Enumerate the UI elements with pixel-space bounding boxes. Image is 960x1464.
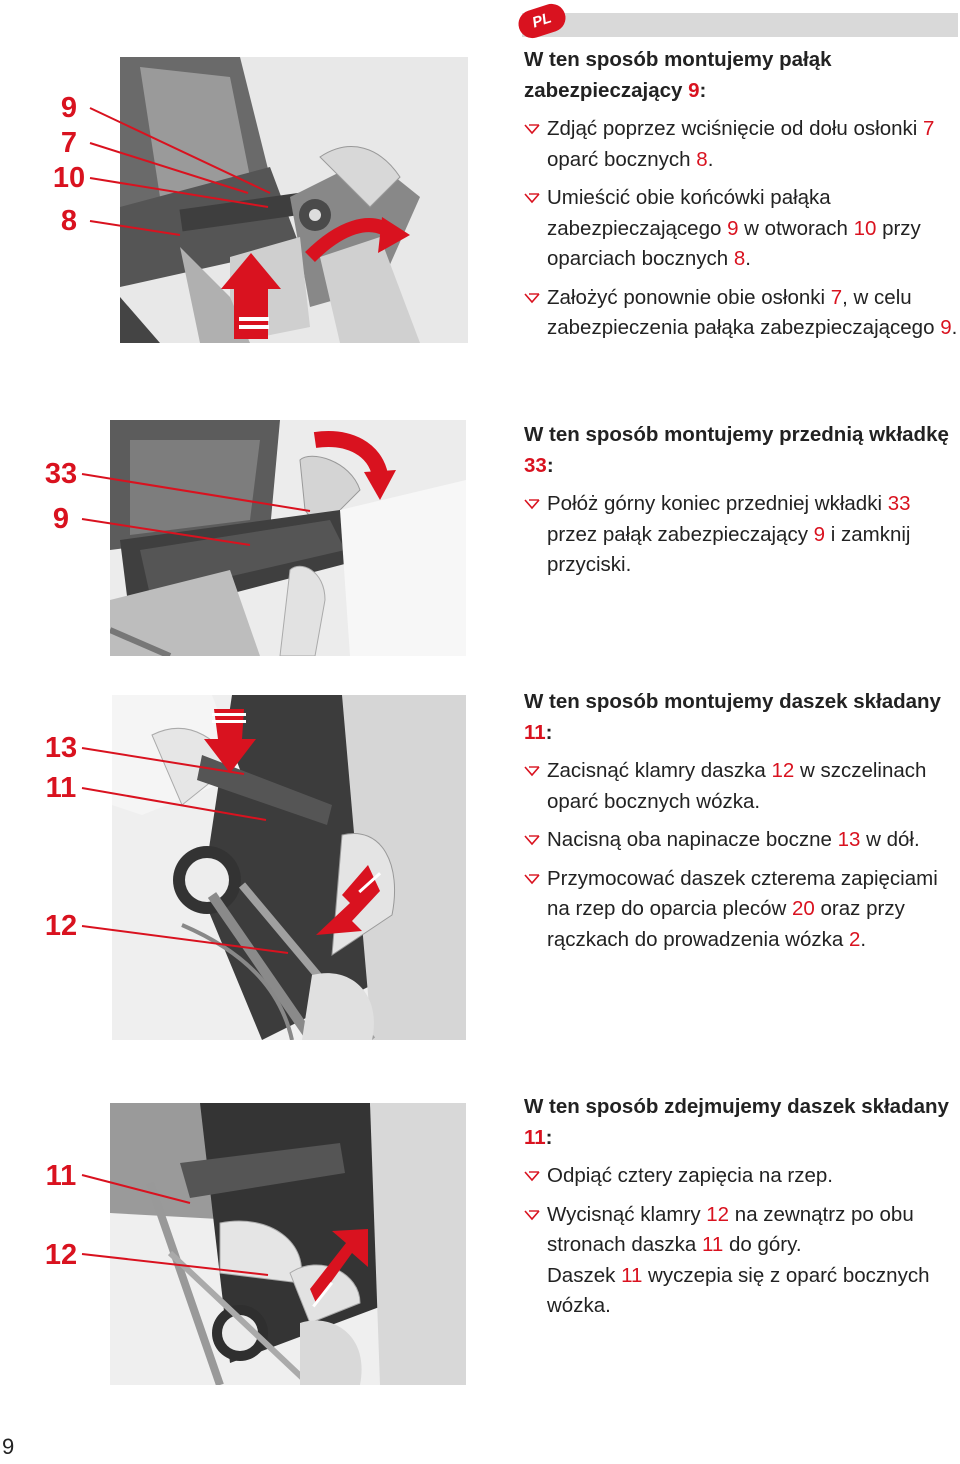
arrow-bullet-icon [524, 292, 540, 304]
step-item: Przymocować daszek czterema zapięciami na rzep do oparcia pleców 20 oraz przy rączkach do prowadzenia wózka 2. [524, 864, 960, 956]
section-title: W ten sposób zdejmujemy daszek składany 11: [524, 1095, 949, 1149]
section-canopy-mount [0, 690, 960, 1050]
step-item: Połóż górny koniec przedniej wkładki 33 przez pałąk zabezpieczający 9 i zamknij przyciski. [524, 489, 960, 581]
photo-canopy-remove [110, 1103, 466, 1385]
photo-canopy-mount [112, 695, 466, 1040]
arrow-bullet-icon [524, 192, 540, 204]
step-item: Odpiąć cztery zapięcia na rzep. [524, 1161, 960, 1192]
photo-safety-bar [120, 57, 468, 343]
step-item: Wycisnąć klamry 12 na zewnątrz po obu stronach daszka 11 do góry. [524, 1200, 960, 1261]
callout-12: 12 [44, 1239, 78, 1271]
section-title: W ten sposób montujemy przednią wkładkę 33: [524, 423, 949, 477]
language-bar [522, 13, 958, 37]
section-text [524, 1092, 960, 1330]
section-front-insert [0, 415, 960, 665]
callout-7: 7 [60, 127, 78, 159]
arrow-bullet-icon [524, 498, 540, 510]
callout-8: 8 [60, 205, 78, 237]
section-text [524, 687, 960, 963]
callout-9: 9 [52, 503, 70, 535]
arrow-bullet-icon [524, 123, 540, 135]
arrow-bullet-icon [524, 1170, 540, 1182]
section-text [524, 420, 960, 589]
callout-9: 9 [60, 92, 78, 124]
section-title: W ten sposób montujemy daszek składany 11: [524, 690, 941, 744]
language-badge: PL [515, 0, 569, 41]
section-canopy-remove [0, 1095, 960, 1395]
step-item: Zacisnąć klamry daszka 12 w szczelinach oparć bocznych wózka. [524, 756, 960, 817]
arrow-bullet-icon [524, 873, 540, 885]
step-item: Zdjąć poprzez wciśnięcie od dołu osłonki 7 oparć bocznych 8. [524, 114, 960, 175]
step-item: Założyć ponownie obie osłonki 7, w celu zabezpieczenia pałąka zabezpieczającego 9. [524, 283, 960, 344]
page-number: 9 [2, 1434, 15, 1459]
callout-13: 13 [44, 732, 78, 764]
section-text [524, 45, 960, 352]
step-item: Umieścić obie końcówki pałąka zabezpieczającego 9 w otworach 10 przy oparciach bocznych 8. [524, 183, 960, 275]
callout-33: 33 [44, 458, 78, 490]
arrow-bullet-icon [524, 834, 540, 846]
step-item: Nacisną oba napinacze boczne 13 w dół. [524, 825, 960, 856]
section-title: W ten sposób montujemy pałąk zabezpieczający 9: [524, 48, 832, 102]
callout-11: 11 [45, 1160, 77, 1192]
arrow-bullet-icon [524, 765, 540, 777]
photo-front-insert [110, 420, 466, 656]
section-safety-bar [0, 48, 960, 375]
arrow-bullet-icon [524, 1209, 540, 1221]
step-note: Daszek 11 wyczepia się z oparć bocznych wózka. [547, 1263, 930, 1317]
callout-10: 10 [52, 162, 86, 194]
callout-12: 12 [44, 910, 78, 942]
callout-11: 11 [45, 772, 77, 804]
